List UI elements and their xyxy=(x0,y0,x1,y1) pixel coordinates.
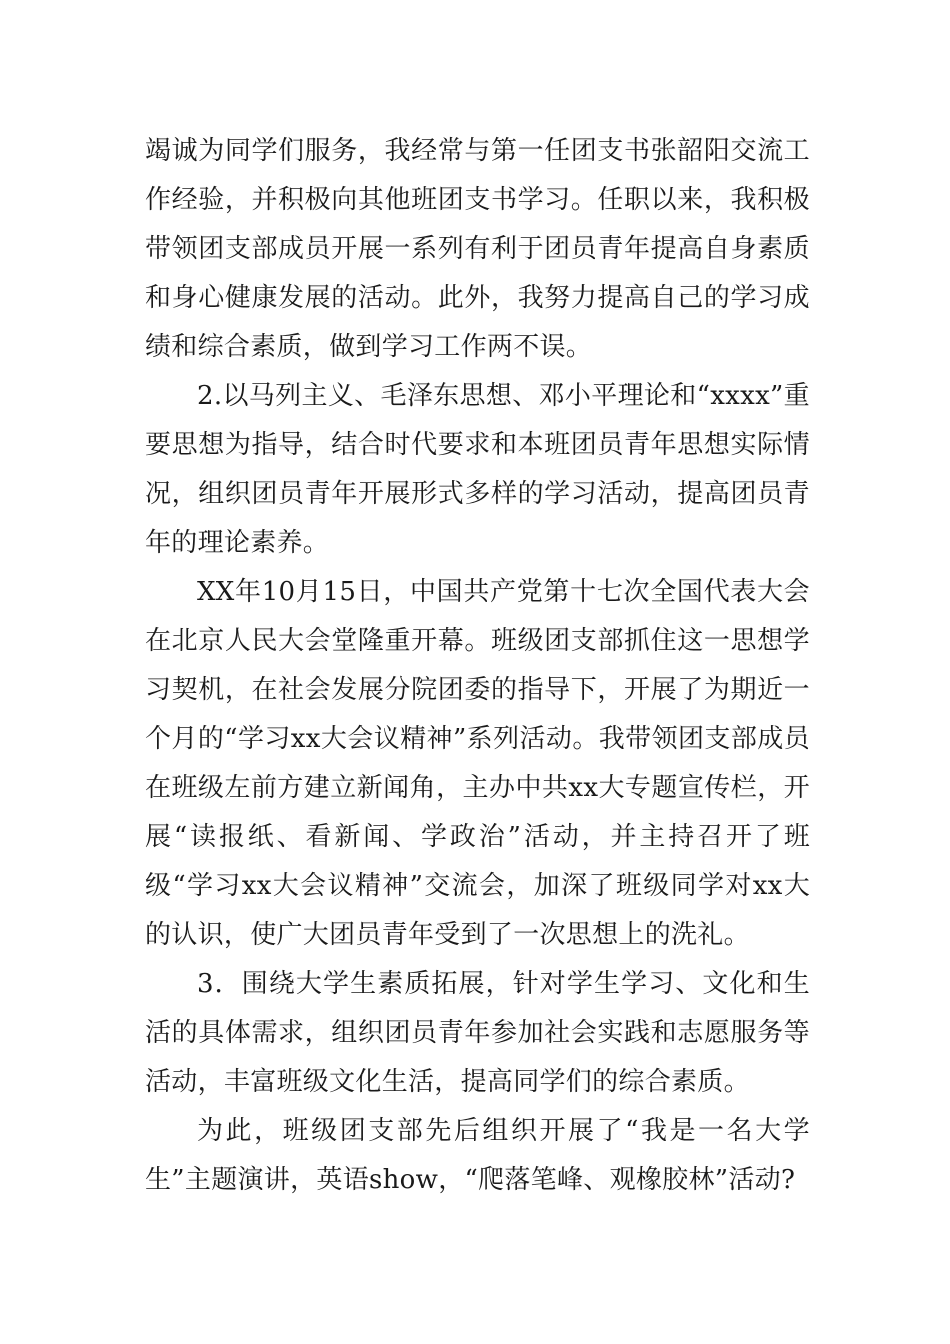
paragraph-3: XX年10月15日，中国共产党第十七次全国代表大会在北京人民大会堂隆重开幕。班级团支部抓住这一思想学习契机，在社会发展分院团委的指导下，开展了为期近一个月的“学习xx大会议精神”系列活动。我带领团支部成员在班级左前方建立新闻角，主办中共xx大专题宣传栏，开展“读报纸、看新闻、学政治”活动，并主持召开了班级“学习xx大会议精神”交流会，加深了班级同学对xx大的认识，使广大团员青年受到了一次思想上的洗礼。 xyxy=(145,577,810,950)
paragraph-1: 竭诚为同学们服务，我经常与第一任团支书张韶阳交流工作经验，并积极向其他班团支书学习。任职以来，我积极带领团支部成员开展一系列有利于团员青年提高自身素质和身心健康发展的活动。此外，我努力提高自己的学习成绩和综合素质，做到学习工作两不误。 xyxy=(145,136,810,362)
document-body xyxy=(145,127,810,1205)
paragraph-2: 2.以马列主义、毛泽东思想、邓小平理论和“xxxx”重要思想为指导，结合时代要求和本班团员青年思想实际情况，组织团员青年开展形式多样的学习活动，提高团员青年的理论素养。 xyxy=(145,381,810,558)
paragraph-4: 3．围绕大学生素质拓展，针对学生学习、文化和生活的具体需求，组织团员青年参加社会实践和志愿服务等活动，丰富班级文化生活，提高同学们的综合素质。 xyxy=(145,969,810,1097)
paragraph-5: 为此，班级团支部先后组织开展了“我是一名大学生”主题演讲，英语show，“爬落笔峰、观橡胶林”活动? xyxy=(145,1116,810,1195)
